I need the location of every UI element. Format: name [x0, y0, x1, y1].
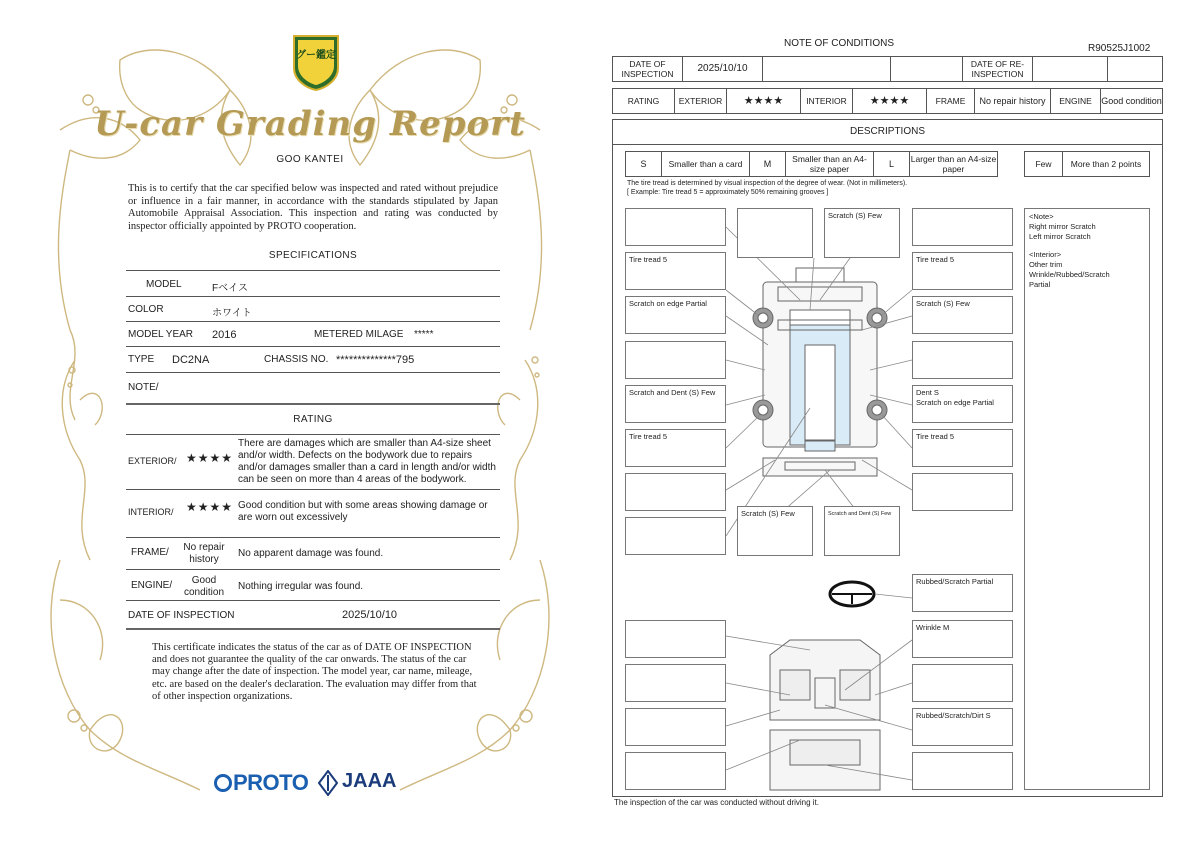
badge-text: グー鑑定 — [296, 50, 336, 61]
engine-label: ENGINE/ — [131, 580, 173, 591]
type-value: DC2NA — [172, 354, 210, 366]
damage-box — [625, 208, 726, 246]
frame-value: No repair history — [183, 542, 225, 565]
proto-logo: PROTO — [214, 770, 308, 796]
date-insp-value: 2025/10/10 — [683, 57, 763, 81]
color-value: ホワイト — [212, 308, 252, 319]
damage-box: Scratch (S) Few — [912, 296, 1013, 334]
damage-box — [912, 208, 1013, 246]
legend-l-text: Larger than an A4-size paper — [910, 154, 997, 174]
certification-intro: This is to certify that the car specified below was inspected and rated without prejudice or influence in a fair manner, in accordance with the standards stipulated by Japan Automobile Appraisal Association. This inspection and rating was conducted by inspector officially appointed by PROTO cooperation. — [128, 183, 498, 232]
damage-box — [625, 752, 726, 790]
interior-label: INTERIOR — [801, 89, 853, 113]
damage-box: Scratch and Dent (S) Few — [824, 506, 900, 556]
model-label: MODEL — [146, 279, 182, 290]
damage-box: Wrinkle M — [912, 620, 1013, 658]
reinsp-label: DATE OF RE-INSPECTION — [963, 57, 1033, 81]
engine-value: Good condition — [1101, 96, 1162, 106]
goo-badge — [286, 30, 346, 92]
damage-box: Scratch (S) Few — [824, 208, 900, 258]
damage-box: Rubbed/Scratch/Dirt S — [912, 708, 1013, 746]
engine-value: Good condition — [183, 575, 225, 598]
certificate-footer: This certificate indicates the status of the car as of DATE OF INSPECTION and does not guarantee the quality of the car onwards. The status of the car may change after the date of inspection. The model year, car name, mileage, etc. are based on the dealer's declaration. The evaluation may differ from that of other inspection organizations. — [152, 642, 477, 702]
note-box: <Note> Right mirror Scratch Left mirror Scratch <Interior> Other trim Wrinkle/Rubbed/Scratch Partial — [1024, 208, 1150, 790]
note-label: NOTE/ — [128, 382, 159, 393]
damage-box — [625, 620, 726, 658]
damage-box: Scratch and Dent (S) Few — [625, 385, 726, 423]
interior-stars: ★★★★ — [186, 500, 234, 514]
interior-stars: ★★★★ — [853, 89, 927, 113]
damage-box: Tire tread 5 — [625, 429, 726, 467]
tire-note-1: The tire tread is determined by visual inspection of the degree of wear. (Not in millimeters). — [627, 180, 908, 187]
report-title: U-car Grading Report — [94, 104, 526, 144]
damage-box — [625, 708, 726, 746]
frame-value: No repair history — [975, 89, 1051, 113]
damage-box: Scratch on edge Partial — [625, 296, 726, 334]
date-value: 2025/10/10 — [342, 609, 398, 621]
damage-box — [912, 341, 1013, 379]
legend-s: S — [626, 152, 662, 176]
legend-s-text: Smaller than a card — [662, 152, 750, 176]
notes-title: NOTE OF CONDITIONS — [784, 38, 894, 49]
goo-kantei: GOO KANTEI — [276, 154, 344, 165]
model-year-value: 2016 — [212, 329, 237, 341]
date-label: DATE OF INSPECTION — [128, 610, 235, 621]
jaaa-logo: JAAA — [342, 770, 397, 792]
rating-label: RATING — [613, 89, 675, 113]
exterior-label: EXTERIOR — [675, 89, 727, 113]
descriptions-title: DESCRIPTIONS — [849, 126, 925, 137]
color-label: COLOR — [128, 304, 164, 315]
chassis-value: **************795 — [336, 354, 415, 366]
type-label: TYPE — [128, 354, 155, 365]
model-value: Fベイス — [212, 283, 249, 294]
legend-few: Few — [1025, 152, 1063, 176]
legend-few-text: More than 2 points — [1070, 159, 1142, 169]
damage-box — [625, 341, 726, 379]
note-of-conditions — [600, 0, 1200, 848]
chassis-label: CHASSIS NO. — [264, 354, 329, 365]
legend-l: L — [874, 152, 910, 176]
exterior-label: EXTERIOR/ — [128, 456, 177, 466]
damage-box: Rubbed/Scratch Partial — [912, 574, 1013, 612]
damage-box — [625, 517, 726, 555]
tire-note-2: [ Example: Tire tread 5 = approximately 50% remaining grooves ] — [627, 189, 829, 196]
frame-label: FRAME — [927, 89, 975, 113]
interior-label: INTERIOR/ — [128, 507, 174, 517]
legend-m: M — [750, 152, 786, 176]
exterior-description: There are damages which are smaller than A4-size sheet and/or width. Defects on the bodywork due to repairs and/or damages smaller than a card in length and/or width can be seen on more than 4 areas of the bodywork. — [238, 438, 496, 485]
damage-box: Tire tread 5 — [912, 252, 1013, 290]
metered-label: METERED MILAGE — [314, 329, 404, 340]
damage-box — [912, 664, 1013, 702]
specifications-title: SPECIFICATIONS — [268, 250, 358, 261]
engine-description: Nothing irregular was found. — [238, 581, 364, 592]
metered-value: ***** — [414, 329, 434, 340]
damage-box — [737, 208, 813, 258]
frame-description: No apparent damage was found. — [238, 548, 384, 559]
exterior-stars: ★★★★ — [186, 451, 234, 465]
notes-footer: The inspection of the car was conducted without driving it. — [614, 798, 819, 807]
legend-m-text: Smaller than an A4-size paper — [786, 152, 874, 176]
damage-box — [912, 473, 1013, 511]
damage-box: Tire tread 5 — [912, 429, 1013, 467]
interior-description: Good condition but with some areas showing damage or are worn out excessively — [238, 500, 488, 523]
date-insp-label: DATE OF INSPECTION — [613, 57, 683, 81]
model-year-label: MODEL YEAR — [128, 329, 194, 340]
damage-box — [625, 664, 726, 702]
engine-label: ENGINE — [1051, 89, 1101, 113]
exterior-stars: ★★★★ — [727, 89, 801, 113]
frame-label: FRAME/ — [131, 547, 169, 558]
rating-title: RATING — [293, 414, 333, 425]
damage-box: Scratch (S) Few — [737, 506, 813, 556]
jaaa-emblem-icon — [318, 770, 338, 801]
damage-box: Dent S Scratch on edge Partial — [912, 385, 1013, 423]
notes-code: R90525J1002 — [1088, 43, 1151, 54]
damage-box: Tire tread 5 — [625, 252, 726, 290]
damage-box — [625, 473, 726, 511]
damage-box — [912, 752, 1013, 790]
proto-q-icon — [214, 774, 232, 792]
